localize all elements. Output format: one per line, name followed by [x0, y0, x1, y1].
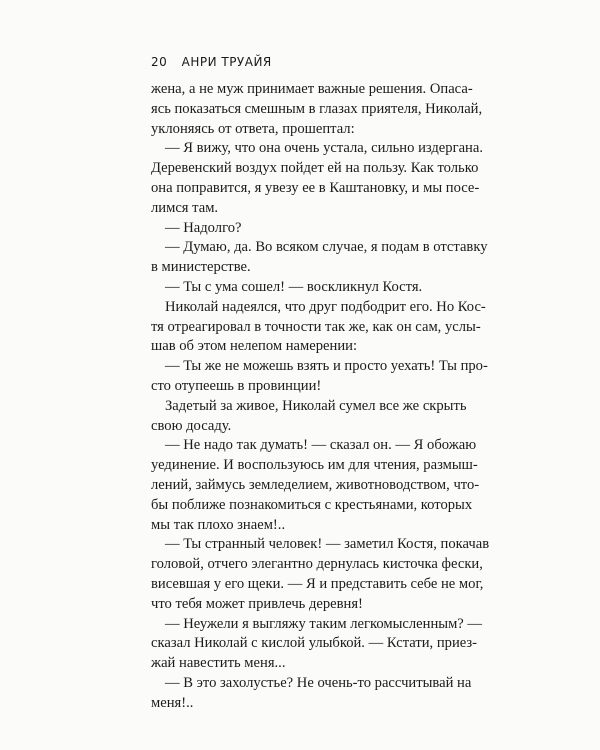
body-text	[151, 80, 490, 714]
text-line: Деревенский воздух пойдет ей на пользу. Как только	[151, 160, 479, 177]
text-line: она поправится, я увезу ее в Каштановку, и мы посе-	[151, 179, 480, 196]
text-line: — Не надо так думать! — сказал он. — Я обожаю	[165, 437, 477, 454]
text-line: сказал Николай с кислой улыбкой. — Кстати, приез-	[151, 635, 478, 652]
text-line: меня!..	[151, 694, 194, 711]
text-line: ясь показаться смешным в глазах приятеля, Николай,	[151, 100, 483, 117]
text-line: жай навестить меня...	[151, 655, 286, 672]
text-line: сто отупеешь в провинции!	[151, 377, 322, 394]
running-head	[151, 55, 272, 69]
text-line: тя отреагировал в точности так же, как он сам, услы-	[151, 318, 481, 335]
text-line: — Ты же не можешь взять и просто уехать! Ты про-	[165, 358, 488, 375]
text-line: — В это захолустье? Не очень-то рассчитывай на	[165, 674, 472, 691]
text-line: свою досаду.	[151, 417, 232, 434]
text-line: — Неужели я выгляжу таким легкомысленным? —	[165, 615, 483, 632]
text-line: мы так плохо знаем!..	[151, 516, 286, 533]
text-line: уклоняясь от ответа, прошептал:	[151, 120, 355, 137]
text-line: Николай надеялся, что друг подбодрит его. Но Кос-	[165, 298, 486, 315]
text-line: — Надолго?	[165, 219, 242, 236]
page-number: 20	[151, 55, 168, 69]
text-line: в министерстве.	[151, 259, 251, 276]
text-line: лимся там.	[151, 199, 219, 216]
text-line: что тебя может привлечь деревня!	[151, 595, 363, 612]
text-line: бы поближе познакомиться с крестьянами, которых	[151, 496, 473, 513]
text-line: шав об этом нелепом намерении:	[151, 338, 357, 355]
text-line: головой, отчего элегантно дернулась кисточка фески,	[151, 556, 483, 573]
text-line: висевшая у его щеки. — Я и представить себе не мог,	[151, 575, 484, 592]
text-line: — Я вижу, что она очень устала, сильно издергана.	[165, 140, 483, 157]
text-line: — Думаю, да. Во всяком случае, я подам в отставку	[165, 239, 488, 256]
text-line: лений, займусь земледелием, животноводством, что-	[151, 476, 480, 493]
text-line: Задетый за живое, Николай сумел все же скрыть	[165, 397, 467, 414]
text-line: — Ты с ума сошел! — воскликнул Костя.	[165, 278, 423, 295]
text-line: жена, а не муж принимает важные решения. Опаса-	[151, 81, 473, 97]
running-head-author: АНРИ ТРУАЙЯ	[181, 55, 272, 69]
text-line: — Ты странный человек! — заметил Костя, покачав	[165, 536, 490, 553]
text-line: уединение. И воспользуюсь им для чтения, размыш-	[151, 457, 478, 474]
